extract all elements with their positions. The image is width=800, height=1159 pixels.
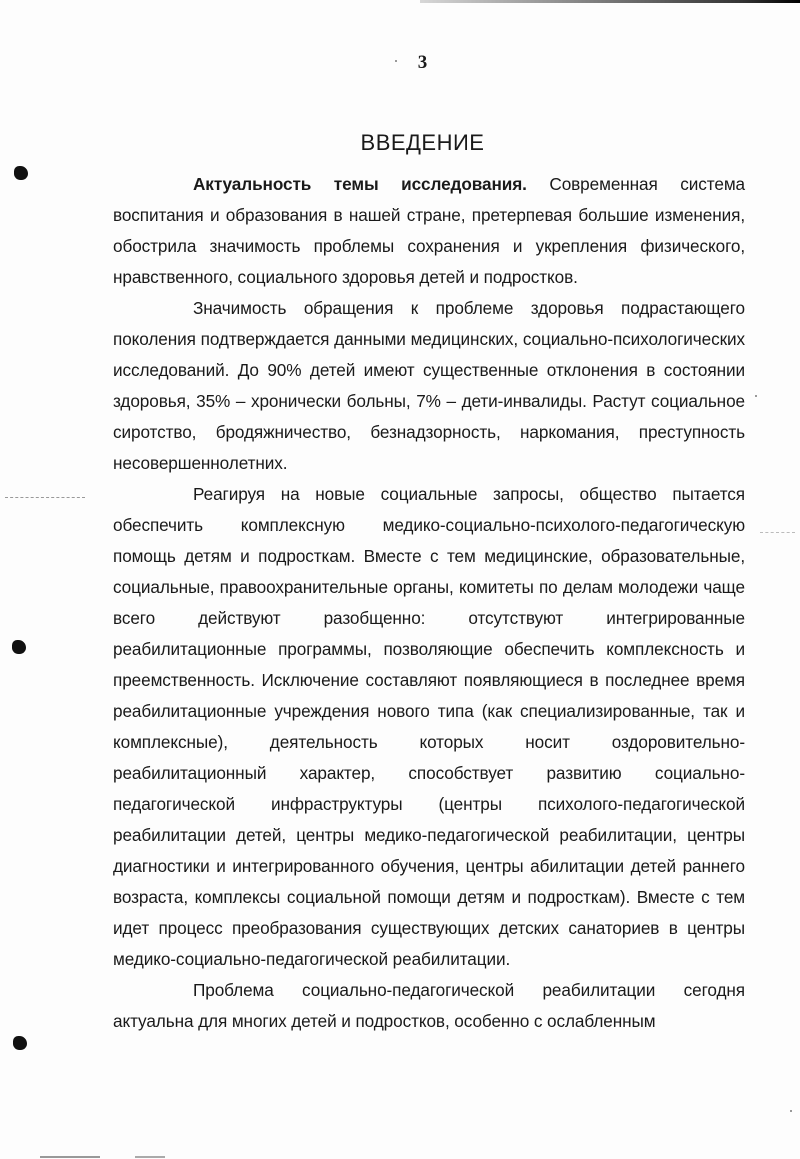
paragraph-text: Современная система воспитания и образования в нашей стране, претерпевая большие изменения, обострила значимость проблемы сохранения и укрепления физического, нравственного, социального здоровья детей и подростков. — [113, 174, 745, 287]
punch-hole-mark — [14, 166, 28, 180]
paragraph-lead-bold: Актуальность темы исследования. — [193, 174, 527, 194]
document-body — [113, 169, 745, 1037]
paragraph-relevance — [113, 169, 745, 293]
punch-hole-mark — [13, 1036, 27, 1050]
scan-edge-artifact — [420, 0, 800, 3]
paragraph-social-requests: Реагируя на новые социальные запросы, общество пытается обеспечить комплексную медико-социально-психолого-педагогическую помощь детям и подросткам. Вместе с тем медицинские, образовательные, социальные, правоохранительные органы, комитеты по делам молодежи чаще всего действуют разобщенно: отсутствуют интегрированные реабилитационные программы, позволяющие обеспечить комплексность и преемственность. Исключение составляют появляющиеся в последнее время реабилитационные учреждения нового типа (как специализированные, так и комплексные), деятельность которых носит оздоровительно-реабилитационный характер, способствует развитию социально-педагогической инфраструктуры (центры психолого-педагогической реабилитации детей, центры медико-педагогической реабилитации, центры диагностики и интегрированного обучения, центры абилитации детей раннего возраста, комплексы социальной помощи детям и подросткам). Вместе с тем идет процесс преобразования существующих детских санаториев в центры медико-социально-педагогической реабилитации. — [113, 484, 745, 969]
scan-speck — [790, 1110, 792, 1112]
scan-artifact-line — [5, 497, 85, 498]
section-heading: ВВЕДЕНИЕ — [360, 130, 485, 155]
scan-edge-artifact — [40, 1156, 100, 1158]
paragraph-health-statistics: Значимость обращения к проблеме здоровья подрастающего поколения подтверждается данными медицинских, социально-психологических исследований. До 90% детей имеют существенные отклонения в состоянии здоровья, 35% – хронически больны, 7% – дети-инвалиды. Растут социальное сиротство, бродяжничество, безнадзорность, наркомания, преступность несовершеннолетних. — [113, 298, 745, 473]
scan-speck — [755, 395, 757, 397]
page-number: 3 — [417, 52, 428, 73]
paragraph-rehabilitation-problem: Проблема социально-педагогической реабилитации сегодня актуальна для многих детей и подростков, особенно с ослабленным — [113, 980, 745, 1031]
scan-edge-artifact — [135, 1156, 165, 1158]
punch-hole-mark — [12, 640, 26, 654]
scan-artifact-line — [760, 532, 795, 533]
